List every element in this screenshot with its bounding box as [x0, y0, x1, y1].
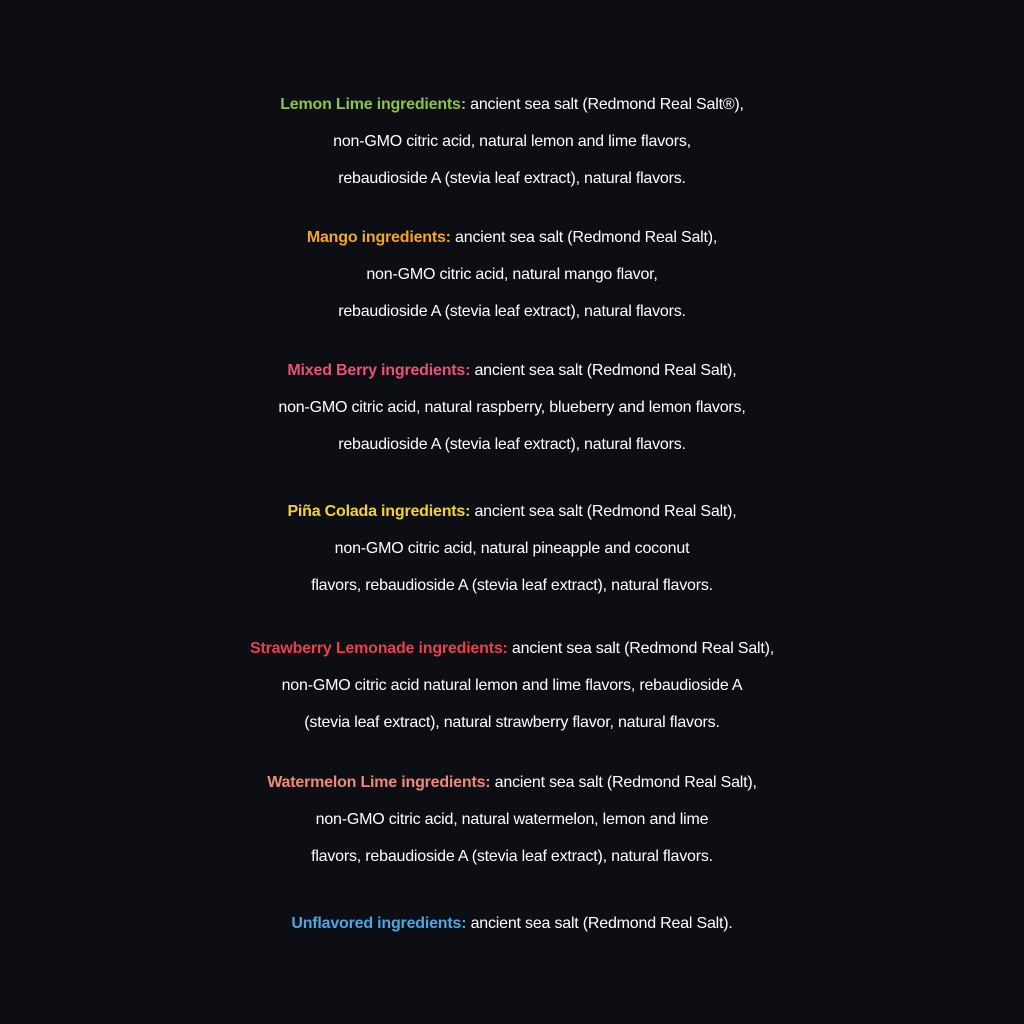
flavor-label: Mixed Berry ingredients: [287, 362, 471, 379]
ingredients-text: flavors, rebaudioside A (stevia leaf extract), natural flavors. [311, 848, 713, 865]
ingredients-text: non-GMO citric acid, natural watermelon, lemon and lime [315, 811, 709, 828]
section-lemon-lime [0, 86, 1024, 197]
ingredients-text: non-GMO citric acid, natural lemon and lime flavors, [333, 133, 691, 150]
ingredients-text: non-GMO citric acid, natural pineapple and coconut [334, 540, 690, 557]
flavor-label: Mango ingredients: [306, 229, 451, 246]
ingredients-text: ancient sea salt (Redmond Real Salt), [470, 362, 737, 379]
section-mango [0, 219, 1024, 330]
section-strawberry-lemonade [0, 630, 1024, 741]
section-watermelon-lime [0, 764, 1024, 875]
ingredients-text: (stevia leaf extract), natural strawberry flavor, natural flavors. [304, 714, 720, 731]
section-unflavored [0, 905, 1024, 942]
flavor-label: Watermelon Lime ingredients: [267, 774, 491, 791]
line [0, 630, 1024, 667]
ingredients-text: ancient sea salt (Redmond Real Salt), [470, 503, 737, 520]
ingredients-text: flavors, rebaudioside A (stevia leaf extract), natural flavors. [311, 577, 713, 594]
ingredients-text: ancient sea salt (Redmond Real Salt®), [465, 96, 744, 113]
line [0, 86, 1024, 123]
line [0, 764, 1024, 801]
flavor-label: Unflavored ingredients: [291, 915, 467, 932]
flavor-label: Lemon Lime ingredients: [280, 96, 466, 113]
ingredients-text: rebaudioside A (stevia leaf extract), natural flavors. [338, 436, 686, 453]
section-mixed-berry [0, 352, 1024, 463]
flavor-label: Strawberry Lemonade ingredients: [250, 640, 508, 657]
ingredients-text: ancient sea salt (Redmond Real Salt). [466, 915, 733, 932]
ingredients-text: rebaudioside A (stevia leaf extract), natural flavors. [338, 303, 686, 320]
line [0, 352, 1024, 389]
ingredients-text: ancient sea salt (Redmond Real Salt), [490, 774, 757, 791]
line [0, 493, 1024, 530]
ingredients-text: ancient sea salt (Redmond Real Salt), [507, 640, 774, 657]
ingredients-text: non-GMO citric acid natural lemon and lime flavors, rebaudioside A [281, 677, 743, 694]
ingredients-text: rebaudioside A (stevia leaf extract), natural flavors. [338, 170, 686, 187]
section-pina-colada [0, 493, 1024, 604]
line [0, 905, 1024, 942]
ingredients-text: ancient sea salt (Redmond Real Salt), [450, 229, 718, 246]
ingredients-text: non-GMO citric acid, natural mango flavor, [366, 266, 658, 283]
line [0, 219, 1024, 256]
ingredients-text: non-GMO citric acid, natural raspberry, blueberry and lemon flavors, [278, 399, 746, 416]
flavor-label: Piña Colada ingredients: [287, 503, 471, 520]
